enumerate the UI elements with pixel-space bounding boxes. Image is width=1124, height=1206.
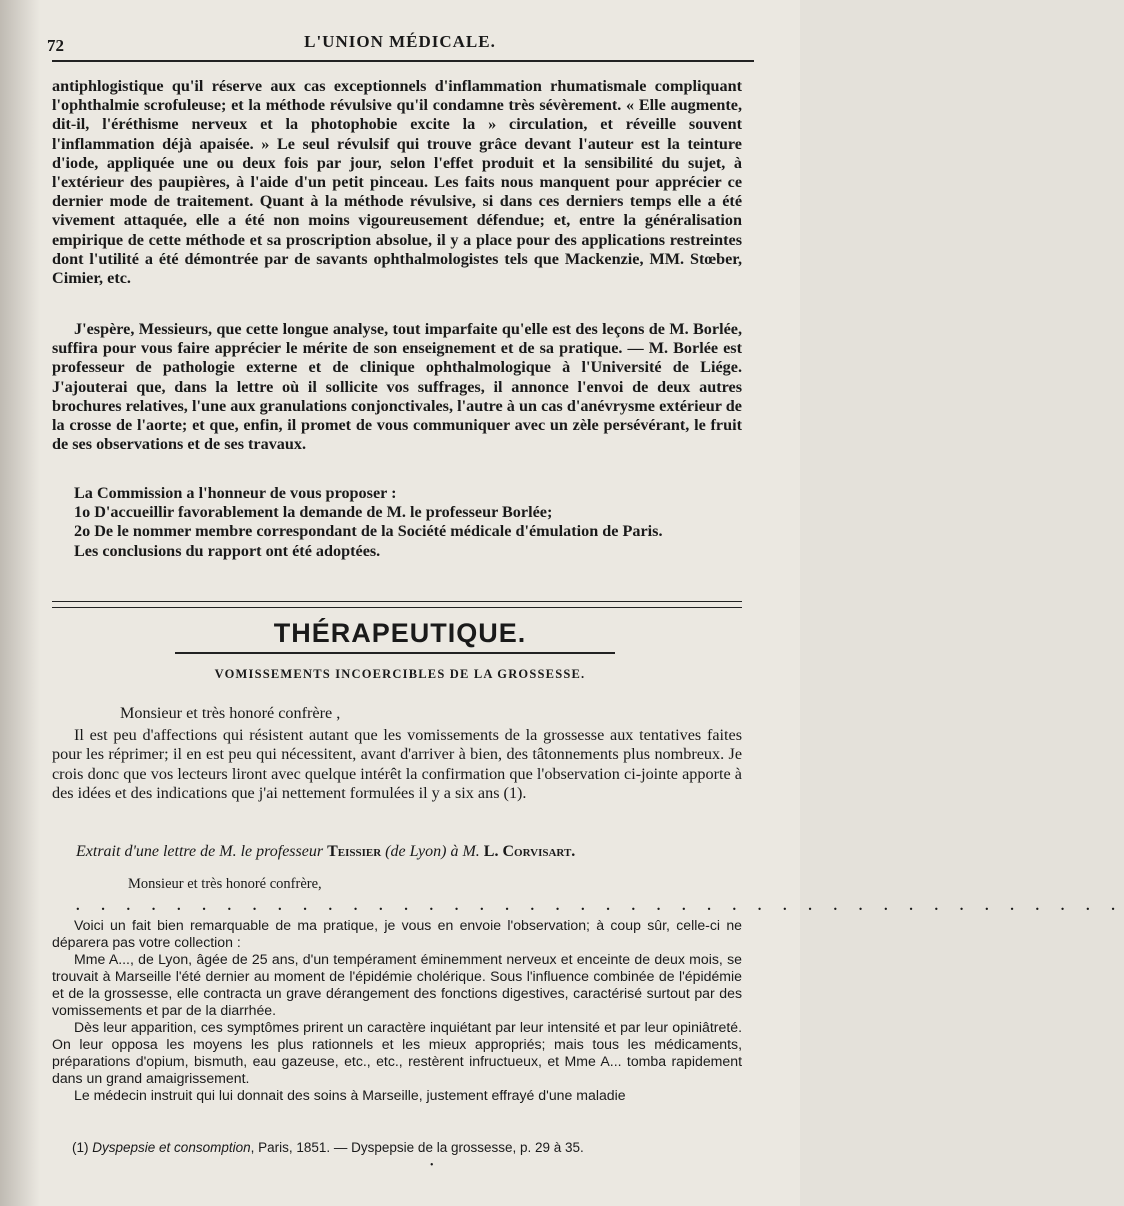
salutation: Monsieur et très honoré confrère , (120, 704, 341, 722)
proposal-item: 2o De le nommer membre correspondant de la Société médicale d'émulation de Paris. (74, 522, 663, 541)
section-divider (52, 601, 742, 608)
article-subtitle: VOMISSEMENTS INCOERCIBLES DE LA GROSSESSE. (214, 667, 586, 681)
paragraph: Mme A..., de Lyon, âgée de 25 ans, d'un tempérament éminemment nerveux et enceinte de deux mois, se trouvait à Marseille l'été dernier au moment de l'épidémie cholérique. Sous l'influence combinée de l'épidémie et de la grossesse, elle contracta un grave dérangement des fonctions digestives, caractérisé surtout par des vomissements et par de la diarrhée. (52, 951, 742, 1018)
ellipsis-line: . . . . . . . . . . . . . . . . . . . . . . . . . . . . . . . . . . . . . . . . . . (76, 898, 1124, 914)
title-rule (175, 652, 615, 654)
page-header (0, 0, 800, 60)
paragraph: Le médecin instruit qui lui donnait des soins à Marseille, justement effrayé d'une maladie (74, 1087, 626, 1103)
extract-label: Extrait d'une lettre de M. le professeur (76, 843, 324, 860)
paragraph: antiphlogistique qu'il réserve aux cas exceptionnels d'inflammation rhumatismale compliquant l'ophthalmie scrofuleuse; et la méthode révulsive qu'il condamne très sévèrement. « Elle augmente, dit-il, l'éréthisme nerveux et la photophobie excite la » circulation, et réveille souvent l'inflammation déjà apaisée. » Le seul révulsif qui trouve grâce devant l'auteur est la teinture d'iode, appliquée une ou deux fois par jour, selon l'effet produit et la sensibilité du sujet, à l'extérieur des paupières, à l'aide d'un petit pinceau. Les faits nous manquent pour apprécier ce dernier mode de traitement. Quant à la méthode révulsive, si dans ces derniers temps elle a été vivement attaquée, elle a été non moins vigoureusement défendue; et, entre la généralisation empirique de cette méthode et sa proscription absolue, il y a place pour des applications restreintes dont l'utilité a été démontrée par de savants ophthalmologistes tels que Mackenzie, MM. Stœber, Cimier, etc. (52, 77, 742, 288)
letter-body (52, 917, 742, 1104)
paragraph: Il est peu d'affections qui résistent autant que les vomissements de la grossesse aux tentatives faites pour les réprimer; il en est peu qui nécessitent, avant d'arriver à bien, des tâtonnements plus nombreux. Je crois donc que vos lecteurs liront avec quelque intérêt la confirmation que l'observation ci-jointe apporte à des idées et des indications que j'ai nettement formulées il y a six ans (1). (52, 725, 742, 802)
paragraph: Les conclusions du rapport ont été adoptées. (74, 541, 381, 560)
paragraph: Dès leur apparition, ces symptômes prirent un caractère inquiétant par leur intensité et par leur opiniâtreté. On leur opposa les moyens les plus rationnels et les mieux appropriés; mais tous les médicaments, préparations d'opium, bismuth, eau gazeuse, etc., etc., restèrent infructueux, et Mme A... tomba rapidement dans un grand amaigrissement. (52, 1019, 742, 1086)
text-block-report (52, 77, 742, 288)
footnote-title: Dyspepsie et consomption (92, 1140, 251, 1155)
footnote-text: , Paris, 1851. — Dyspepsie de la grossesse, p. 29 à 35. (250, 1140, 584, 1155)
extract-from: (de Lyon) à M. (385, 843, 480, 860)
footnote-mark: (1) (72, 1140, 89, 1155)
page-number: 72 (47, 36, 64, 55)
paragraph: La Commission a l'honneur de vous proposer : (74, 484, 397, 502)
footnote (72, 1140, 742, 1155)
paragraph: Voici un fait bien remarquable de ma pratique, je vous en envoie l'observation; à coup sûr, celle-ci ne déparera pas votre collection : (52, 917, 742, 950)
extract-author: Teissier (327, 843, 382, 860)
page-gutter-shadow (0, 0, 40, 1206)
header-rule (52, 60, 754, 62)
letter-salutation: Monsieur et très honoré confrère, (128, 876, 322, 892)
proposal-item: 1o D'accueillir favorablement la demande de M. le professeur Borlée; (74, 503, 553, 522)
extract-recipient: L. Corvisart. (483, 843, 576, 860)
extract-heading (76, 843, 756, 861)
letter-intro (52, 704, 742, 804)
section-title: THÉRAPEUTIQUE. (273, 618, 527, 648)
running-head: L'UNION MÉDICALE. (304, 32, 496, 51)
paragraph: J'espère, Messieurs, que cette longue analyse, tout imparfaite qu'elle est des leçons de M. Borlée, suffira pour vous faire apprécier le mérite de son enseignement et de sa pratique. — M. Borlée est professeur de pathologie externe et de clinique ophthalmologique à l'Université de Liége. J'ajouterai que, dans la lettre où il sollicite vos suffrages, il annonce l'envoi de deux autres brochures relatives, l'une aux granulations conjonctivales, l'autre à un cas d'anévrysme extérieur de la crosse de l'aorte; et que, enfin, il promet de vous communiquer avec un zèle persévérant, le fruit de ses observations et de ses travaux. (52, 320, 742, 454)
text-block-proposals (52, 484, 742, 561)
text-block-conclusion (52, 320, 742, 454)
signature-mark: • (430, 1160, 434, 1171)
